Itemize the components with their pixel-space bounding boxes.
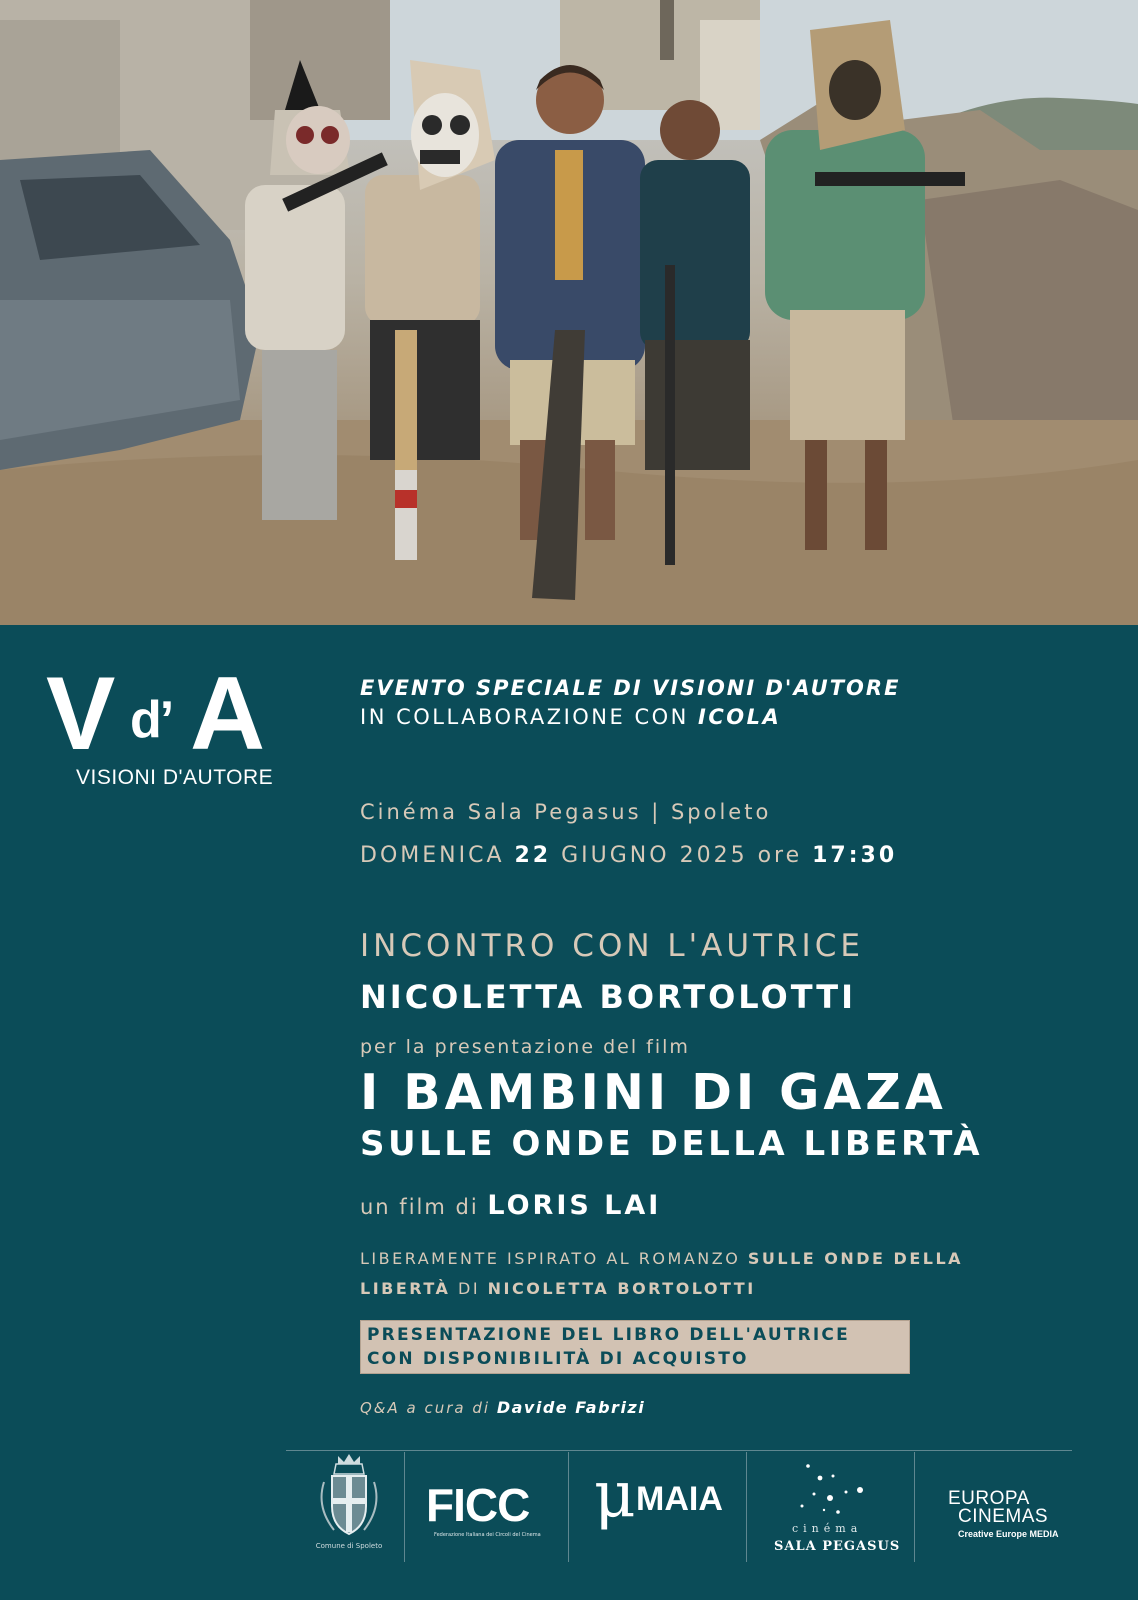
time-value: 17:30 [812,843,898,868]
hero-photo [0,0,1138,625]
ficc-wordmark: FICC [426,1479,530,1531]
venue-line [360,800,771,824]
maia-mu-glyph: μ [594,1458,636,1532]
date-weekday: DOMENICA [360,843,515,868]
footer-separator [914,1452,915,1562]
inspiration-di: DI [450,1279,488,1298]
time-ore: ore [757,843,813,868]
footer-separator [404,1452,405,1562]
meeting-intro: INCONTRO CON L'AUTRICE [360,928,864,964]
constellation-icon [778,1454,888,1520]
qa-host: Davide Fabrizi [496,1398,646,1417]
book-box-line-2: CON DISPONIBILITÀ DI ACQUISTO [367,1349,749,1369]
vda-logo-v: V [46,656,112,772]
vda-logo-mark [44,656,294,772]
date-day: 22 [514,843,552,868]
maia-wordmark: MAIA [636,1480,723,1518]
inspiration-line-2 [360,1279,756,1298]
book-box-line-1: PRESENTAZIONE DEL LIBRO DELL'AUTRICE [367,1325,850,1345]
film-subtitle: SULLE ONDE DELLA LIBERTÀ [360,1124,984,1164]
comune-caption: Comune di Spoleto [315,1542,383,1550]
collaboration-partner: ICOLA [698,705,782,729]
venue-separator: | [641,800,671,824]
novel-author: NICOLETTA BORTOLOTTI [487,1279,756,1298]
qa-credit [360,1398,645,1417]
vda-logo-d: d’ [130,691,173,749]
date-time-line [360,843,897,868]
director-prefix: un film di [360,1195,488,1219]
europa-line-3: Creative Europe MEDIA [958,1529,1059,1539]
pegasus-cinema-label: cinéma [792,1522,863,1535]
book-presentation-box [360,1320,910,1374]
sala-pegasus-logo [768,1452,901,1562]
novel-title-part2: LIBERTÀ [360,1279,451,1298]
comune-di-spoleto-logo [314,1452,384,1562]
maia-logo [594,1452,734,1562]
director-line [360,1190,661,1221]
vda-logo-subtitle: VISIONI D'AUTORE [76,766,274,789]
europa-line-2: CINEMAS [958,1506,1049,1527]
inspiration-line-1 [360,1249,963,1268]
footer-separator [568,1452,569,1562]
director-name: LORIS LAI [487,1190,662,1221]
ficc-logo [426,1452,556,1562]
venue-city: Spoleto [670,800,772,824]
pegasus-name: SALA PEGASUS [774,1539,901,1554]
footer-divider [286,1450,1072,1451]
qa-prefix: Q&A a cura di [360,1399,497,1417]
event-collaboration [360,705,781,729]
collaboration-prefix: IN COLLABORAZIONE CON [360,705,699,729]
film-title: I BAMBINI DI GAZA [360,1064,947,1121]
visioni-d-autore-logo [44,656,294,792]
coat-of-arms-icon [314,1452,384,1542]
europa-line-1: EUROPA [948,1488,1030,1509]
hero-photo-illustration [0,0,1138,625]
presentation-text: per la presentazione del film [360,1036,690,1058]
venue-name: Ciném​a Sala Pegasus [360,800,642,824]
europa-cinemas-logo [948,1452,1068,1562]
event-title: EVENTO SPECIALE DI VISIONI D'AUTORE [360,676,901,700]
date-month-year: GIUGNO 2025 [551,843,758,868]
vda-logo-a: A [190,656,262,772]
footer-separator [746,1452,747,1562]
author-name: NICOLETTA BORTOLOTTI [360,978,857,1016]
novel-title-part1: SULLE ONDE DELLA [747,1249,964,1268]
inspiration-prefix: LIBERAMENTE ISPIRATO AL ROMANZO [360,1249,748,1268]
ficc-caption: Federazione Italiana dei Circoli del Cinema [434,1532,541,1538]
